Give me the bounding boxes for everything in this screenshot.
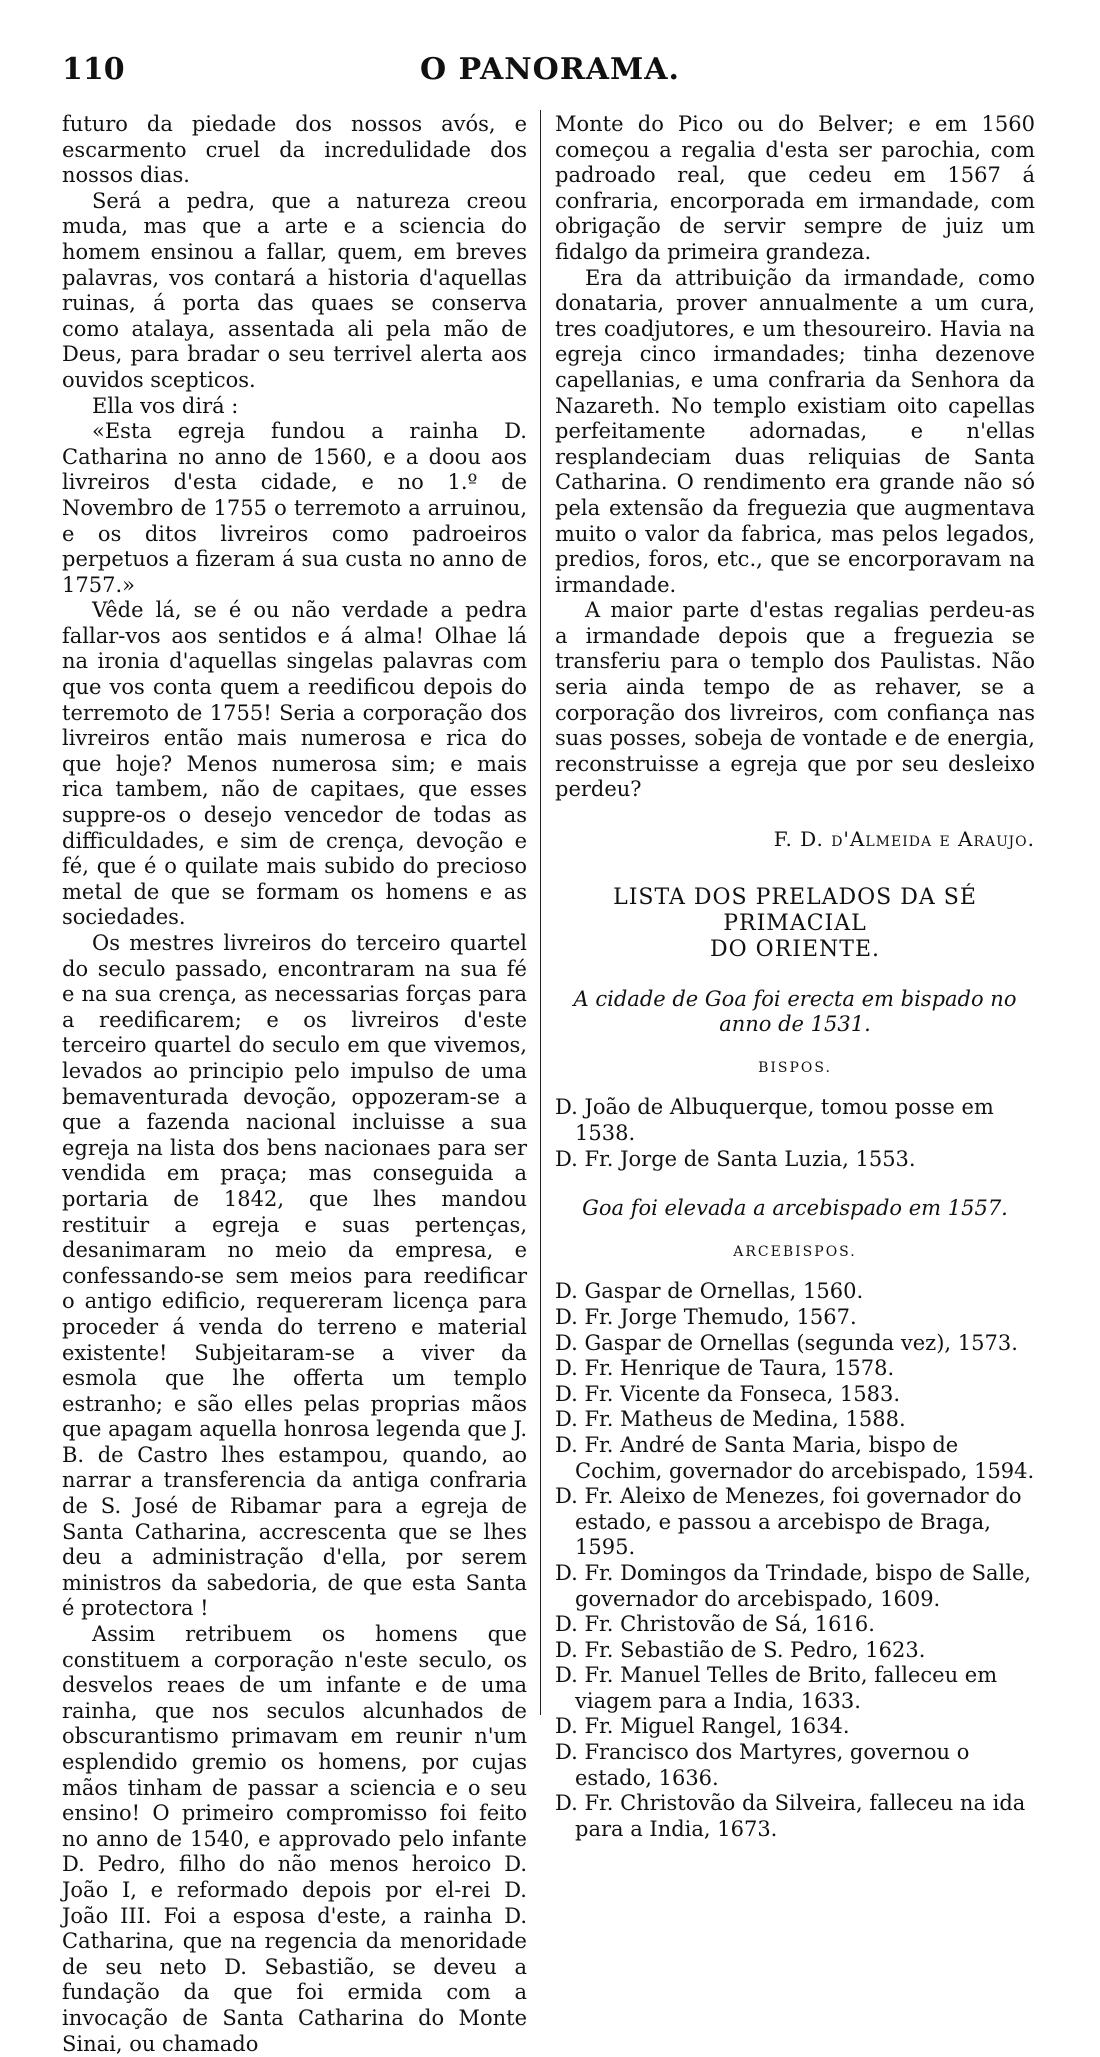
list-item: D. Fr. Matheus de Medina, 1588. (555, 1407, 906, 1432)
list-item: D. Gaspar de Ornellas (segunda vez), 1573. (555, 1330, 1018, 1355)
paragraph: Monte do Pico ou do Belver; e em 1560 começou a regalia d'esta ser parochia, com padroado real, que cedeu em 1567 á confraria, encorporada em irmandade, com obrigação de servir sempre de juiz um fidalgo da primeira grandeza. (555, 112, 1035, 264)
left-column (62, 112, 527, 2057)
list-item: D. Fr. Christovão da Silveira, falleceu na ida para a India, 1673. (555, 1791, 1026, 1841)
page-header (0, 52, 1100, 92)
bispos-heading: BISPOS. (758, 1059, 832, 1076)
bispos-list (555, 1095, 1035, 1172)
paragraph: Os mestres livreiros do terceiro quartel do seculo passado, encontraram na sua fé e na sua crença, as necessarias forças para a reedificarem; e os livreiros d'este terceiro quartel do seculo em que vivemos, levados ao principio pelo impulso de uma bemaventurada devoção, oppozeram-se a que a fazenda nacional incluisse a sua egreja na lista dos bens nacionaes para ser vendida em praça; mas conseguida a portaria de 1842, que lhes mandou restituir a egreja e suas pertenças, desanimaram no meio da empresa, e confessando-se sem meios para reedificar o antigo edificio, requereram licença para proceder á venda do terreno e material existente! Subjeitaram-se a viver da esmola que lhe offerta um templo estranho; e são elles pelas proprias mãos que apagam aquella honrosa legenda que J. B. de Castro lhes estampou, quando, ao narrar a transferencia da antiga confraria de S. José de Ribamar para a egreja de Santa Catharina, accrescenta que se lhes deu a administração d'ella, por serem ministros da sabedoria, de que esta Santa é protectora ! (62, 931, 527, 1621)
paragraph: Ella vos dirá : (92, 393, 239, 418)
list-item: D. Francisco dos Martyres, governou o estado, 1636. (555, 1740, 970, 1790)
list-item: D. Fr. Christovão de Sá, 1616. (555, 1612, 875, 1637)
page-number: 110 (62, 52, 125, 87)
author-signature (555, 827, 1035, 853)
list-item: D. Fr. André de Santa Maria, bispo de Cochim, governador do arcebispado, 1594. (555, 1432, 1035, 1483)
right-column (555, 112, 1035, 1842)
column-divider (540, 110, 541, 1715)
list-item: D. Fr. Henrique de Taura, 1578. (555, 1356, 895, 1381)
list-title-line1: LISTA DOS PRELADOS DA SÉ PRIMACIAL (613, 884, 977, 936)
list-item: D. Fr. Domingos da Trindade, bispo de Salle, governador do arcebispado, 1609. (555, 1560, 1032, 1611)
list-item: D. Fr. Vicente da Fonseca, 1583. (555, 1381, 901, 1406)
signature-name: d'Almeida e Araujo. (831, 827, 1035, 852)
list-item: D. Gaspar de Ornellas, 1560. (555, 1279, 864, 1304)
list-item: D. Fr. Aleixo de Menezes, foi governador do estado, e passou a arcebispo de Braga, 1595. (555, 1484, 1022, 1560)
paragraph: Era da attribuição da irmandade, como donataria, prover annualmente a um cura, tres coadjutores, e um thesoureiro. Havia na egreja cinco irmandades; tinha dezenove capellanias, e uma confraria da Senhora da Nazareth. No templo existiam oito capellas perfeitamente adornadas, e n'ellas resplandeciam duas reliquias de Santa Catharina. O rendimento era grande não só pela extensão da freguezia que augmentava muito o valor da fabrica, mas pelos legados, predios, foros, etc., que se encorporavam na irmandade. (555, 265, 1035, 597)
list-item: D. João de Albuquerque, tomou posse em 1538. (555, 1095, 994, 1145)
archbishopric-note: Goa foi elevada a arcebispado em 1557. (582, 1196, 1008, 1221)
inscription-quote: «Esta egreja fundou a rainha D. Catharina no anno de 1560, e a doou aos livreiros d'esta cidade, e no 1.º de Novembro de 1755 o terremoto a arruinou, e os ditos livreiros como padroeiros perpetuos a fizeram á sua custa no anno de 1757.» (62, 419, 527, 597)
paragraph: Assim retribuem os homens que constituem a corporação n'este seculo, os desvelos reaes de um infante e de uma rainha, que nos seculos alcunhados de obscurantismo primavam em reunir n'um esplendido gremio os homens, por cujas mãos tinham de passar a sciencia e o seu ensino! O primeiro compromisso foi feito no anno de 1540, e approvado pelo infante D. Pedro, filho do não menos heroico D. João I, e reformado depois por el-rei D. João III. Foi a esposa d'este, a rainha D. Catharina, que na regencia da menoridade de seu neto D. Sebastião, se deveu a fundação da que foi ermida com a invocação de Santa Catharina do Monte Sinai, ou chamado (62, 1622, 527, 2056)
list-item: D. Fr. Manuel Telles de Brito, falleceu em viagem para a India, 1633. (555, 1663, 998, 1713)
arcebispos-heading: ARCEBISPOS. (733, 1243, 857, 1260)
paragraph: Será a pedra, que a natureza creou muda, mas que a arte e a sciencia do homem ensinou a fallar, quem, em breves palavras, vos contará a historia d'aquellas ruinas, á porta das quaes se conserva como atalaya, assentada ali pela mão de Deus, para bradar o seu terrivel alerta aos ouvidos scepticos. (62, 188, 527, 392)
list-item: D. Fr. Jorge de Santa Luzia, 1553. (555, 1146, 916, 1171)
list-title-line2: DO ORIENTE. (710, 936, 880, 962)
paragraph: futuro da piedade dos nossos avós, e escarmento cruel da incredulidade dos nossos dias. (62, 112, 527, 188)
signature-initials: F. D. (773, 827, 832, 852)
arcebispos-list (555, 1279, 1035, 1842)
list-item: D. Fr. Miguel Rangel, 1634. (555, 1714, 850, 1739)
goa-bishopric-note: A cidade de Goa foi erecta em bispado no anno de 1531. (573, 986, 1017, 1037)
list-item: D. Fr. Jorge Themudo, 1567. (555, 1304, 857, 1329)
list-title (555, 885, 1035, 963)
paragraph: Vêde lá, se é ou não verdade a pedra fallar-vos aos sentidos e á alma! Olhae lá na ironia d'aquellas singelas palavras com que vos conta quem a reedificou depois do terremoto de 1755! Seria a corporação dos livreiros então mais numerosa e rica do que hoje? Menos numerosa sim; e mais rica tambem, não de capitaes, que esses suppre-os o desejo vencedor de todas as difficuldades, e sim de crença, devoção e fé, que é o quilate mais subido do precioso metal de que se formam os homens e as sociedades. (62, 598, 527, 930)
journal-title: O PANORAMA. (420, 52, 680, 87)
paragraph: A maior parte d'estas regalias perdeu-as a irmandade depois que a freguezia se transferiu para o templo dos Paulistas. Não seria ainda tempo de as rehaver, se a corporação dos livreiros, com confiança nas suas posses, sobeja de vontade e de energia, reconstruisse a egreja que por seu desleixo perdeu? (555, 598, 1035, 802)
list-item: D. Fr. Sebastião de S. Pedro, 1623. (555, 1637, 926, 1662)
